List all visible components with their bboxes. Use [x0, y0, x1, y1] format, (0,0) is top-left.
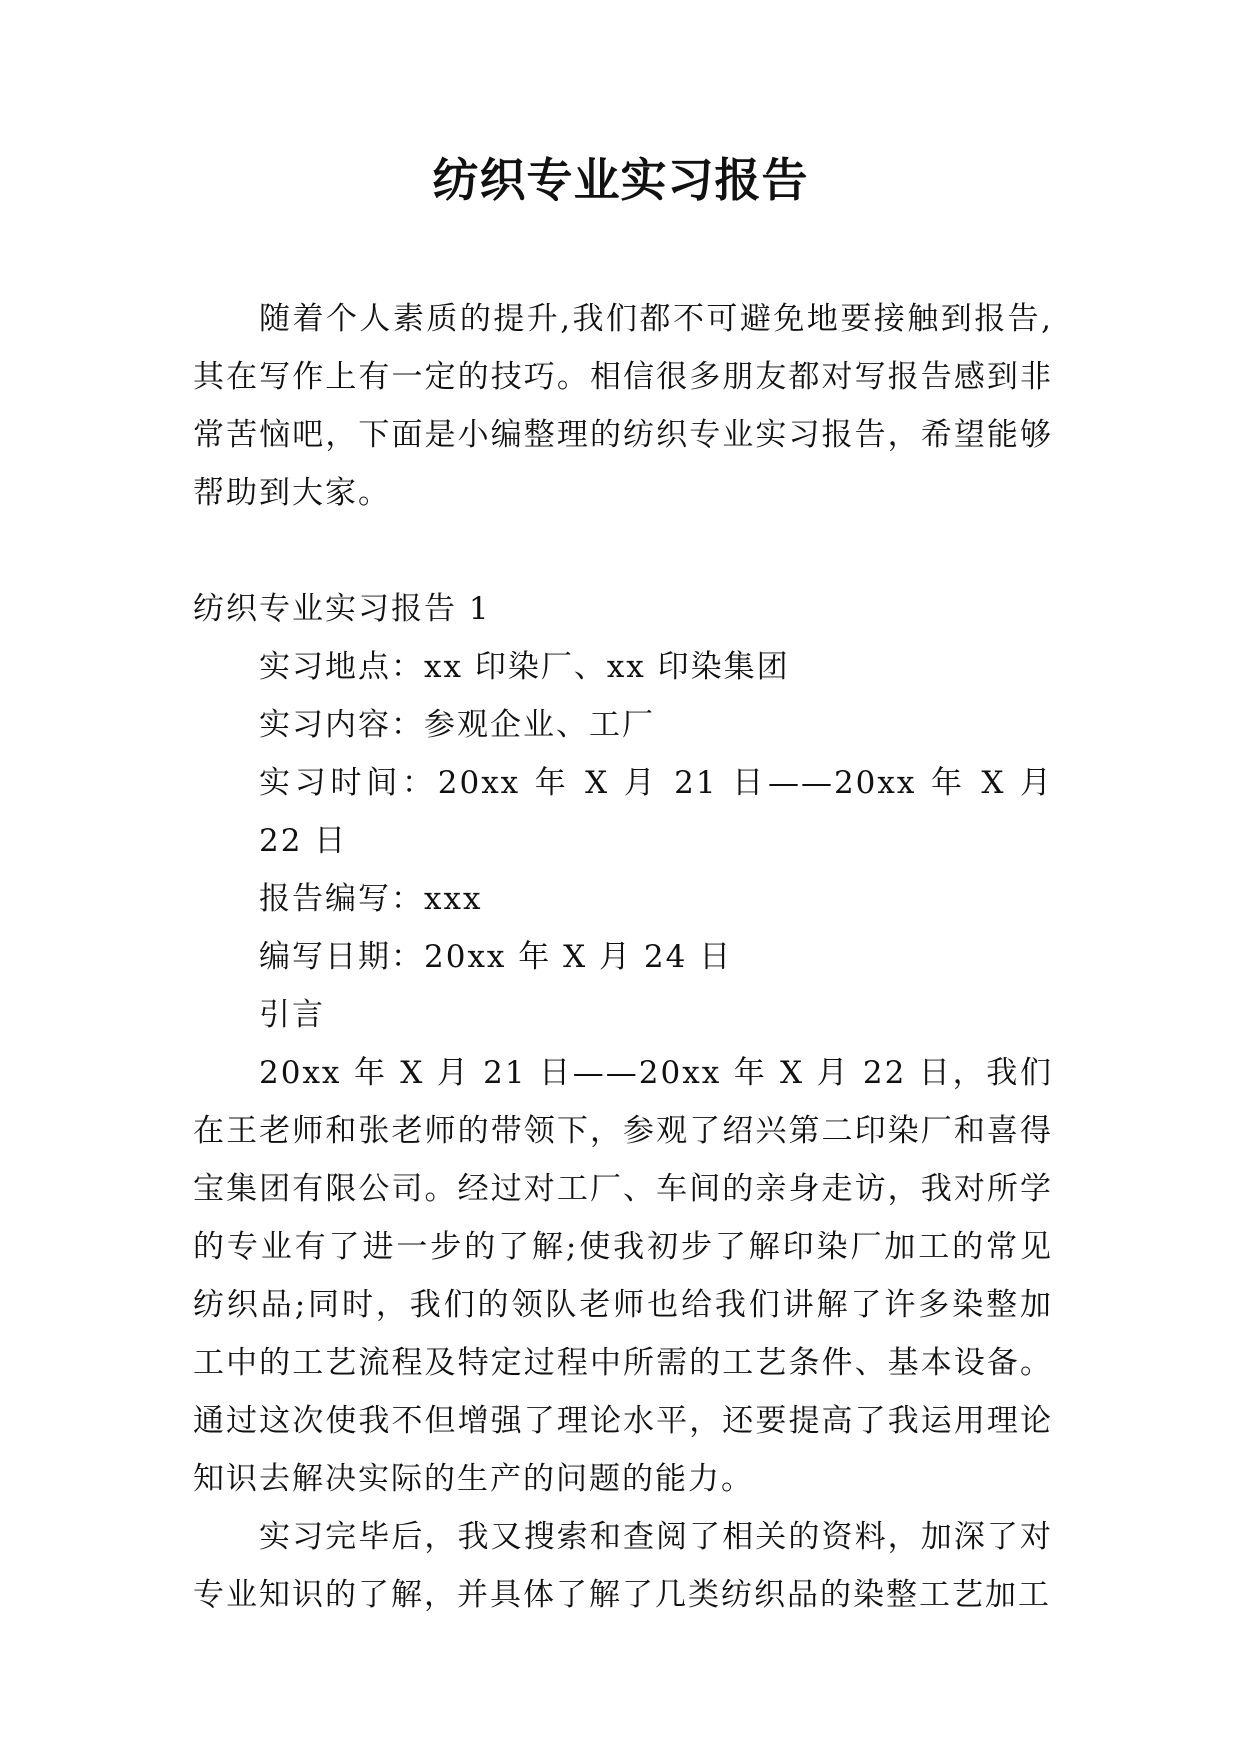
intro-paragraph: 随着个人素质的提升,我们都不可避免地要接触到报告,其在写作上有一定的技巧。相信很多朋友都对写报告感到非常苦恼吧，下面是小编整理的纺织专业实习报告，希望能够帮助到大家。: [193, 301, 1053, 511]
body-paragraph-1: 20xx 年 X 月 21 日——20xx 年 X 月 22 日，我们在王老师和张老师的带领下，参观了绍兴第二印染厂和喜得宝集团有限公司。经过对工厂、车间的亲身走访，我对所学的专业有了进一步的了解;使我初步了解印染厂加工的常见纺织品;同时，我们的领队老师也给我们讲解了许多染整加工中的工艺流程及特定过程中所需的工艺条件、基本设备。通过这次使我不但增强了理论水平，还要提高了我运用理论知识去解决实际的生产的问题的能力。: [193, 1055, 1053, 1497]
document-title: 纺织专业实习报告: [432, 153, 809, 207]
foreword-heading: 引言: [259, 997, 325, 1033]
body-paragraph-2: 实习完毕后，我又搜索和查阅了相关的资料，加深了对专业知识的了解，并具体了解了几类纺织品的染整工艺加工: [193, 1519, 1053, 1613]
document-body: [193, 290, 1053, 1624]
section-heading: 纺织专业实习报告 1: [193, 591, 491, 627]
spacer: [193, 522, 1053, 580]
field-content: 实习内容：参观企业、工厂: [259, 707, 655, 743]
field-date: 编写日期：20xx 年 X 月 24 日: [259, 939, 733, 975]
field-location: 实习地点：xx 印染厂、xx 印染集团: [259, 649, 790, 685]
field-time: 实习时间：20xx 年 X 月 21 日——20xx 年 X 月 22 日: [259, 765, 1053, 859]
field-author: 报告编写：xxx: [259, 881, 483, 917]
